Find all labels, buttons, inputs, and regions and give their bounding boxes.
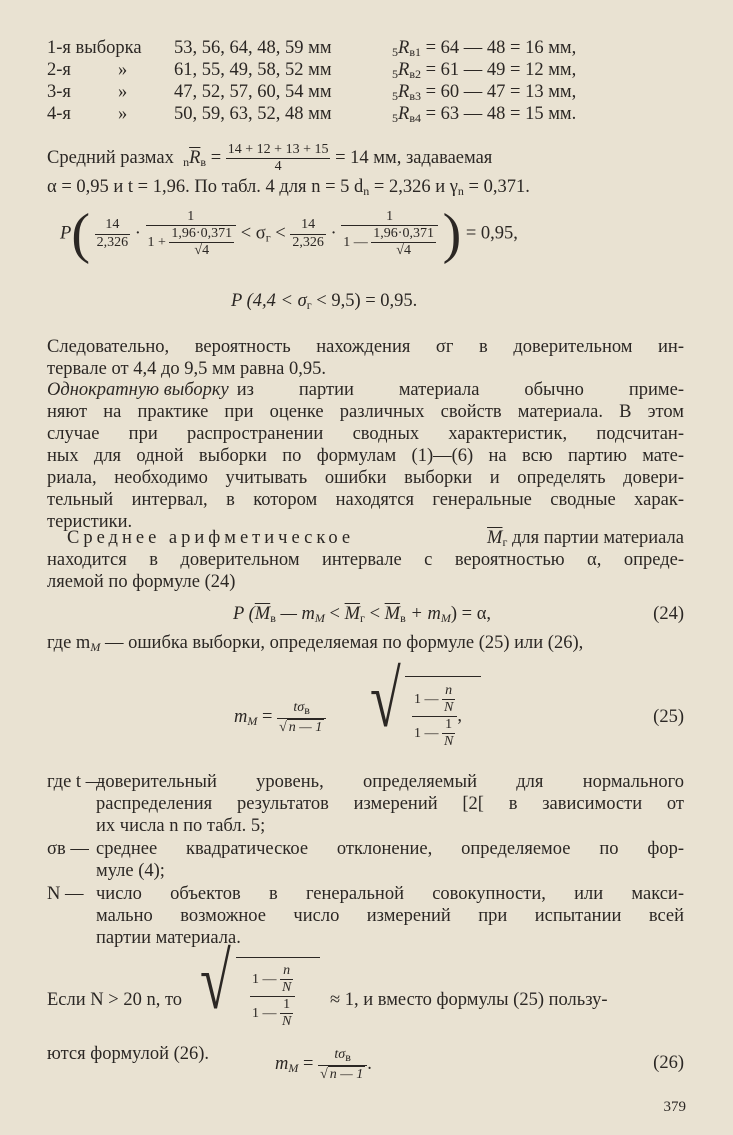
probability-result: P $(4,4 < \sigma_г < 9,5) = 0,95$. bbox=[231, 291, 418, 312]
sample-values: 50, 59, 63, 52, 48 мм bbox=[174, 104, 332, 124]
radical-sign: √ bbox=[370, 656, 401, 744]
sample-label: 1-я выборка bbox=[47, 38, 142, 58]
condition-tail: ются формулой (26). bbox=[47, 1044, 210, 1064]
paragraph-line: Среднее арифметическое $\overline{M}_г$ для партии материала bbox=[67, 528, 684, 549]
definition-line: мально возможное число измерений при испытании всей bbox=[96, 906, 684, 926]
ditto-mark: » bbox=[118, 60, 128, 80]
definition-term: где t — bbox=[47, 772, 105, 792]
equation-number: (25) bbox=[653, 707, 684, 727]
sample-label: 4-я bbox=[47, 104, 71, 124]
paragraph-line: тельный интервал, в котором находятся генеральные сводные харак- bbox=[47, 490, 684, 510]
mean-range-line: Средний размах $_n\overline{R}_в$ = $\frac{14 + 12 + 13 + 15}{4}$ = 14 мм, задаваемая bbox=[47, 142, 493, 175]
definition-line: распределения результатов измерений [2[ в зависимости от bbox=[96, 794, 684, 814]
sample-range: $_5R_{в4} = 63$ — 48 = 15 мм. bbox=[392, 104, 577, 125]
equation-26: $m_M$ = $\frac{\text{tσв}}{√ n — 1}$ . bbox=[275, 1047, 372, 1082]
radical-sign: √ bbox=[200, 938, 231, 1026]
sample-range: $_5R_{в2} = 61$ — 49 = 12 мм, bbox=[392, 60, 577, 81]
mean-range-fraction: $\frac{14 + 12 + 13 + 15}{4}$ bbox=[227, 142, 329, 175]
probability-formula: P( $\frac{14}{2,326}$ · 1 1 + $\frac{1,96\cdot 0,371}{√4}$ < $\sigma_г$ < $\frac{14}{2,326}$ · 1 1 — $\frac{1,96\cdot 0,371}{√4}$ ) = 0,95, bbox=[60, 203, 518, 265]
spaced-term: Среднее арифметическое bbox=[67, 528, 355, 548]
definition-line: число объектов в генеральной совокупности, или макси- bbox=[96, 884, 684, 904]
paragraph-line: ных для одной выборки по формулам (1)—(6) на всю партию мате- bbox=[47, 446, 684, 466]
page-number: 379 bbox=[663, 1099, 686, 1115]
sample-range: $_5R_{в1} = 64$ — 48 = 16 мм, bbox=[392, 38, 577, 59]
paragraph-line: Однократную выборку из партии материала обычно приме- bbox=[47, 380, 684, 400]
paragraph-line: Следовательно, вероятность нахождения σг в доверительном ин- bbox=[47, 337, 684, 357]
definition-term: N — bbox=[47, 884, 84, 904]
sample-label: 3-я bbox=[47, 82, 71, 102]
ditto-mark: » bbox=[118, 82, 128, 102]
paragraph-line: случае при распространении сводных характеристик, подсчитан- bbox=[47, 424, 684, 444]
sample-range: $_5R_{в3} = 60$ — 47 = 13 мм, bbox=[392, 82, 577, 103]
paragraph-line: риала, необходимо учитывать ошибки выборки и определять довери- bbox=[47, 468, 684, 488]
definition-line: партии материала. bbox=[96, 928, 241, 948]
paragraph-line: няют на практике при оценке различных свойств материала. В этом bbox=[47, 402, 684, 422]
definition-line: их числа n по табл. 5; bbox=[96, 816, 266, 836]
definition-line: среднее квадратическое отклонение, определяемое по фор- bbox=[96, 839, 684, 859]
paragraph-line: тервале от 4,4 до 9,5 мм равна 0,95. bbox=[47, 359, 326, 379]
condition-lead: Если N > 20 n, то bbox=[47, 990, 183, 1010]
definition-line: доверительный уровень, определяемый для нормального bbox=[96, 772, 684, 792]
sample-values: 53, 56, 64, 48, 59 мм bbox=[174, 38, 332, 58]
equation-number: (26) bbox=[653, 1053, 684, 1073]
paragraph-line: находится в доверительном интервале с вероятностью α, опреде- bbox=[47, 550, 684, 570]
paragraph-line: ляемой по формуле (24) bbox=[47, 572, 236, 592]
emphasis-term: Однократную выборку bbox=[47, 380, 229, 400]
params-line: α = 0,95 и t = 1,96. По табл. 4 для n = 5 $d_n = 2,326$ и $\gamma_n = 0,371$. bbox=[47, 177, 530, 198]
sample-values: 47, 52, 57, 60, 54 мм bbox=[174, 82, 332, 102]
radical-bar bbox=[236, 957, 320, 958]
sample-label: 2-я bbox=[47, 60, 71, 80]
definition-term: σв — bbox=[47, 839, 89, 859]
equation-number: (24) bbox=[653, 604, 684, 624]
equation-25: $m_M$ = $\frac{\text{tσв}}{√ n — 1}$ bbox=[234, 700, 326, 736]
radical-bar bbox=[405, 676, 481, 677]
ditto-mark: » bbox=[118, 104, 128, 124]
paragraph-line: теристики. bbox=[47, 512, 133, 532]
equation-24: P ($\overline{M}_в$ — $m_M < \overline{M}_г < \overline{M}_в + m_M) = \alpha$, bbox=[233, 604, 492, 625]
sample-values: 61, 55, 49, 58, 52 мм bbox=[174, 60, 332, 80]
where-line: где $m_M$ — ошибка выборки, определяемая по формуле (25) или (26), bbox=[47, 633, 584, 654]
radicand-fraction: 1 — $\frac{n}{N}$ 1 — $\frac{1}{N}$ , bbox=[414, 683, 462, 750]
radicand-fraction: 1 — $\frac{n}{N}$ 1 — $\frac{1}{N}$ bbox=[250, 963, 295, 1030]
definition-line: муле (4); bbox=[96, 861, 165, 881]
condition-rest: ≈ 1, и вместо формулы (25) пользу- bbox=[330, 990, 608, 1010]
